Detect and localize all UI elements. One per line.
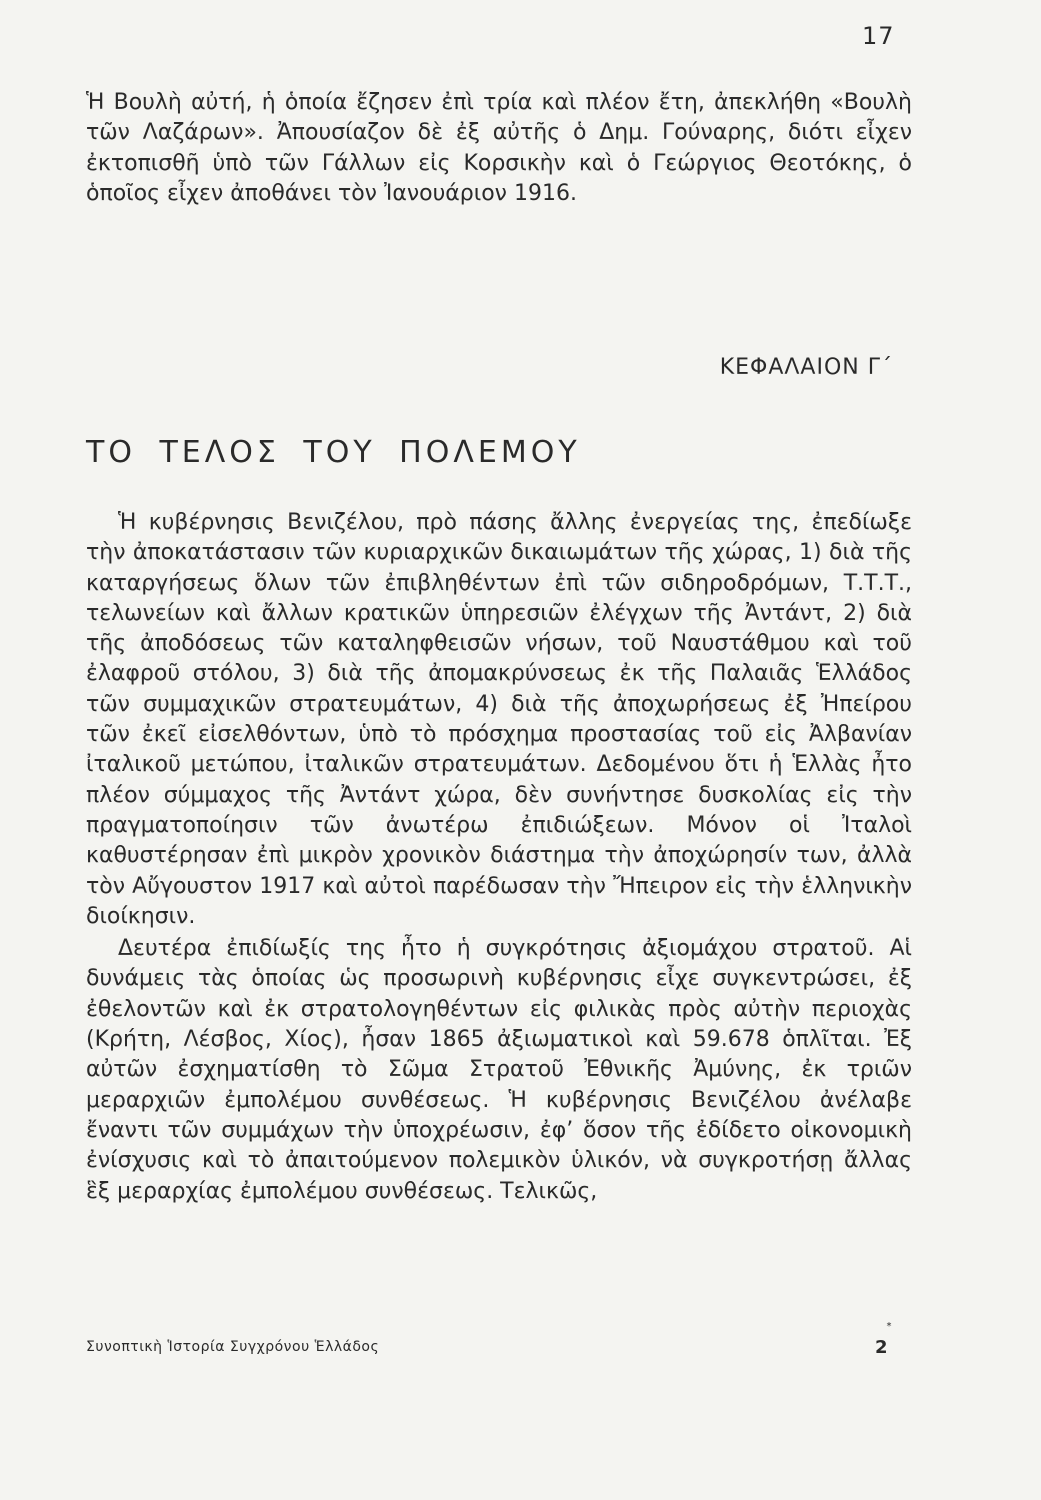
chapter-title: ΤΟ ΤΕΛΟΣ ΤΟΥ ΠΟΛΕΜΟΥ — [86, 435, 581, 470]
signature-mark: * — [886, 1321, 892, 1332]
intro-section — [86, 88, 912, 209]
chapter-label: ΚΕΦΑΛΑΙΟΝ Γ΄ — [719, 355, 893, 380]
page-footer — [86, 1321, 912, 1359]
body-paragraph-2: Δευτέρα ἐπιδίωξίς της ἦτο ἡ συγκρότησις ἀξιομάχου στρατοῦ. Αἱ δυνάμεις τὰς ὁποίας ὡς προσωρινὴ κυβέρνησις εἶχε συγκεντρώσει, ἐξ ἐθελοντῶν καὶ ἐκ στρατολογηθέντων εἰς φιλικὰς πρὸς αὐτὴν περιοχὰς (Κρήτη, Λέσβος, Χίος), ἦσαν 1865 ἀξιωματικοὶ καὶ 59.678 ὁπλῖται. Ἐξ αὐτῶν ἐσχηματίσθη τὸ Σῶμα Στρατοῦ Ἐθνικῆς Ἀμύνης, ἐκ τριῶν μεραρχιῶν ἐμπολέμου συνθέσεως. Ἡ κυβέρνησις Βενιζέλου ἀνέλαβε ἔναντι τῶν συμμάχων τὴν ὑποχρέωσιν, ἐφ’ ὅσον τῆς ἐδίδετο οἰκονομικὴ ἐνίσχυσις καὶ τὸ ἀπαιτούμενον πολεμικὸν ὑλικόν, νὰ συγκροτήσῃ ἄλλας ἓξ μεραρχίας ἐμπολέμου συνθέσεως. Τελικῶς, — [86, 936, 912, 1204]
intro-paragraph: Ἡ Βουλὴ αὐτή, ἡ ὁποία ἔζησεν ἐπὶ τρία καὶ πλέον ἔτη, ἀπεκλήθη «Βουλὴ τῶν Λαζάρων». Ἀπουσίαζον δὲ ἐξ αὐτῆς ὁ Δημ. Γούναρης, διότι εἶχεν ἐκτοπισθῆ ὑπὸ τῶν Γάλλων εἰς Κορσικὴν καὶ ὁ Γεώργιος Θεοτόκης, ὁ ὁποῖος εἶχεν ἀποθάνει τὸν Ἰανουάριον 1916. — [86, 90, 912, 206]
chapter-body — [86, 508, 912, 1207]
page-number: 17 — [862, 22, 895, 50]
signature-number: 2 — [874, 1337, 888, 1358]
footer-book-title: Συνοπτικὴ Ἱστορία Συγχρόνου Ἑλλάδος — [86, 1339, 380, 1355]
body-paragraph-1: Ἡ κυβέρνησις Βενιζέλου, πρὸ πάσης ἄλλης ἐνεργείας της, ἐπεδίωξε τὴν ἀποκατάστασιν τῶν κυριαρχικῶν δικαιωμάτων τῆς χώρας, 1) διὰ τῆς καταργήσεως ὅλων τῶν ἐπιβληθέντων ἐπὶ τῶν σιδηροδρόμων, Τ.Τ.Τ., τελωνείων καὶ ἄλλων κρατικῶν ὑπηρεσιῶν ἐλέγχων τῆς Ἀντάντ, 2) διὰ τῆς ἀποδόσεως τῶν καταληφθεισῶν νήσων, τοῦ Ναυστάθμου καὶ τοῦ ἐλαφροῦ στόλου, 3) διὰ τῆς ἀπομακρύνσεως ἐκ τῆς Παλαιᾶς Ἑλλάδος τῶν συμμαχικῶν στρατευμάτων, 4) διὰ τῆς ἀποχωρήσεως ἐξ Ἠπείρου τῶν ἐκεῖ εἰσελθόντων, ὑπὸ τὸ πρόσχημα προστασίας τοῦ εἰς Ἀλβανίαν ἰταλικοῦ μετώπου, ἰταλικῶν στρατευμάτων. Δεδομένου ὅτι ἡ Ἑλλὰς ἦτο πλέον σύμμαχος τῆς Ἀντάντ χώρα, δὲν συνήντησε δυσκολίας εἰς τὴν πραγματοποίησιν τῶν ἀνωτέρω ἐπιδιώξεων. Μόνον οἱ Ἰταλοὶ καθυστέρησαν ἐπὶ μικρὸν χρονικὸν διάστημα τὴν ἀποχώρησίν των, ἀλλὰ τὸν Αὔγουστον 1917 καὶ αὐτοὶ παρέδωσαν τὴν Ἤπειρον εἰς τὴν ἑλληνικὴν διοίκησιν. — [86, 510, 912, 929]
